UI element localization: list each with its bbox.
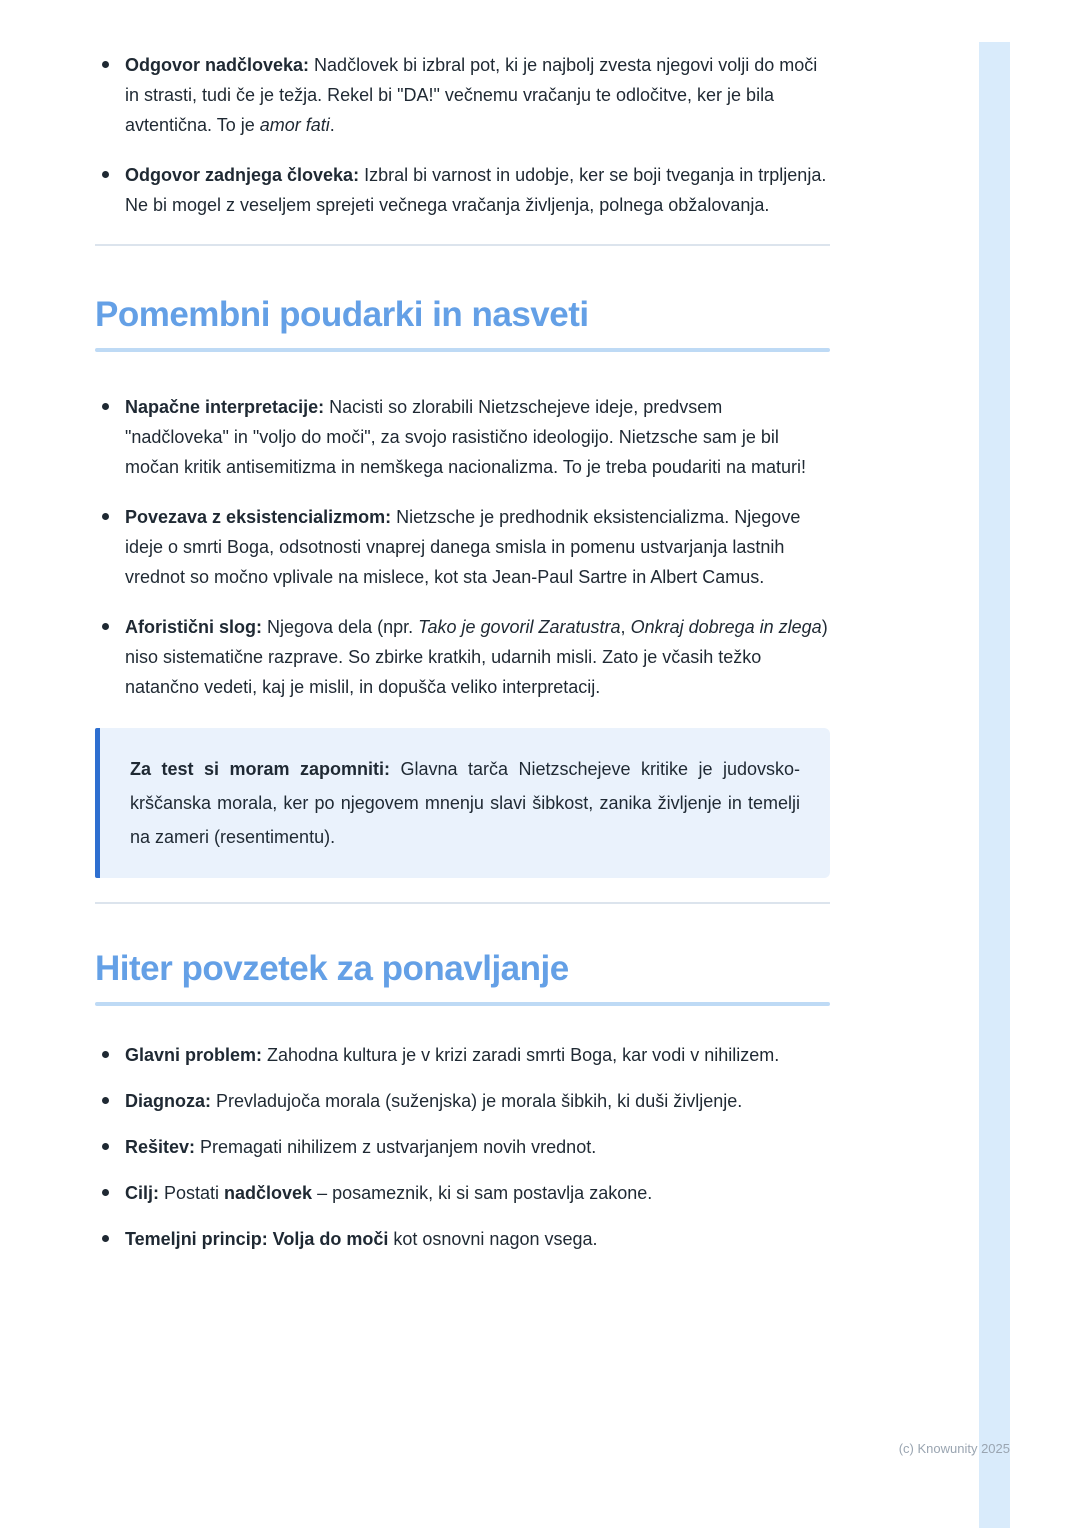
- bullet-text: Izbral bi varnost in udobje, ker se boji tveganja in trpljenja. Ne bi mogel z veseljem sprejeti večnega vračanja življenja, polnega obžalovanja.: [125, 165, 827, 215]
- bullet-text: ,: [620, 617, 631, 637]
- bullet-italic-text: amor fati: [259, 115, 330, 135]
- bullet-text: Nietzsche je predhodnik eksistencializma. Njegove ideje o smrti Boga, odsotnosti vnaprej danega smisla in pomenu ustvarjanja lastnih vrednot so močno vplivale na mislece, kot sta Jean-Paul Sartre in Albert Camus.: [125, 507, 801, 587]
- bullet-text: kot osnovni nagon vsega.: [388, 1229, 598, 1249]
- bullet-italic-text: Tako je govoril Zaratustra: [418, 617, 621, 637]
- section-heading-summary: Hiter povzetek za ponavljanje: [95, 949, 569, 988]
- callout-label: Za test si moram zapomniti:: [130, 759, 390, 779]
- summary-bullet-list: [95, 1040, 830, 1254]
- bullet-text: Njegova dela (npr.: [262, 617, 419, 637]
- bullet-italic-text: Onkraj dobrega in zlega: [630, 617, 822, 637]
- bullet-label: Cilj:: [125, 1183, 159, 1203]
- section-divider: [95, 244, 830, 246]
- highlights-bullet-list: [95, 392, 830, 702]
- list-item: [95, 502, 830, 592]
- list-item: [95, 1132, 830, 1162]
- section-divider: [95, 902, 830, 904]
- top-bullet-list: [95, 50, 830, 220]
- callout-note: [95, 728, 830, 878]
- bullet-label: Aforistični slog:: [125, 617, 263, 637]
- bullet-bold-text: nadčlovek: [224, 1183, 313, 1203]
- callout-body: Glavna tarča Nietzschejeve kritike je judovsko-krščanska morala, ker po njegovem mnenju slavi šibkost, zanika življenje in temelji na zameri (resentimentu).: [130, 759, 801, 847]
- bullet-text: ) niso sistematične razprave. So zbirke kratkih, udarnih misli. Zato je včasih težko natančno vedeti, kaj je mislil, in dopušča veliko interpretacij.: [125, 617, 828, 697]
- bullet-text: Premagati nihilizem z ustvarjanjem novih vrednot.: [195, 1137, 597, 1157]
- bullet-label: Povezava z eksistencializmom:: [125, 507, 392, 527]
- bullet-text: Postati: [159, 1183, 225, 1203]
- bullet-text: Zahodna kultura je v krizi zaradi smrti Boga, kar vodi v nihilizem.: [262, 1045, 780, 1065]
- bullet-label: Rešitev:: [125, 1137, 196, 1157]
- list-item: [95, 1178, 830, 1208]
- list-item: [95, 50, 830, 140]
- bullet-text: .: [329, 115, 335, 135]
- list-item: [95, 160, 830, 220]
- section-heading-highlights: Pomembni poudarki in nasveti: [95, 295, 589, 334]
- bullet-label: Napačne interpretacije:: [125, 397, 325, 417]
- bullet-label: Temeljni princip: Volja do moči: [125, 1229, 389, 1249]
- bullet-text: Nacisti so zlorabili Nietzschejeve ideje, predvsem "nadčloveka" in "voljo do moči", za svojo rasistično ideologijo. Nietzsche sam je bil močan kritik antisemitizma in nemškega nacionalizma. To je treba poudariti na maturi!: [125, 397, 806, 477]
- heading-underline: [95, 1002, 830, 1006]
- list-item: [95, 1086, 830, 1116]
- bullet-label: Diagnoza:: [125, 1091, 212, 1111]
- bullet-text: Prevladujoča morala (suženjska) je morala šibkih, ki duši življenje.: [211, 1091, 743, 1111]
- bullet-text: – posameznik, ki si sam postavlja zakone.: [312, 1183, 653, 1203]
- list-item: [95, 392, 830, 482]
- bullet-label: Odgovor zadnjega človeka:: [125, 165, 360, 185]
- bullet-label: Odgovor nadčloveka:: [125, 55, 310, 75]
- list-item: [95, 612, 830, 702]
- callout-text: [130, 752, 800, 854]
- list-item: [95, 1040, 830, 1070]
- footer-credit: (c) Knowunity 2025: [898, 1441, 1010, 1456]
- bullet-text: Nadčlovek bi izbral pot, ki je najbolj zvesta njegovi volji do moči in strasti, tudi če je težja. Rekel bi "DA!" večnemu vračanju te odločitve, ker je bila avtentična. To je: [125, 55, 818, 135]
- heading-underline: [95, 348, 830, 352]
- list-item: [95, 1224, 830, 1254]
- bullet-label: Glavni problem:: [125, 1045, 263, 1065]
